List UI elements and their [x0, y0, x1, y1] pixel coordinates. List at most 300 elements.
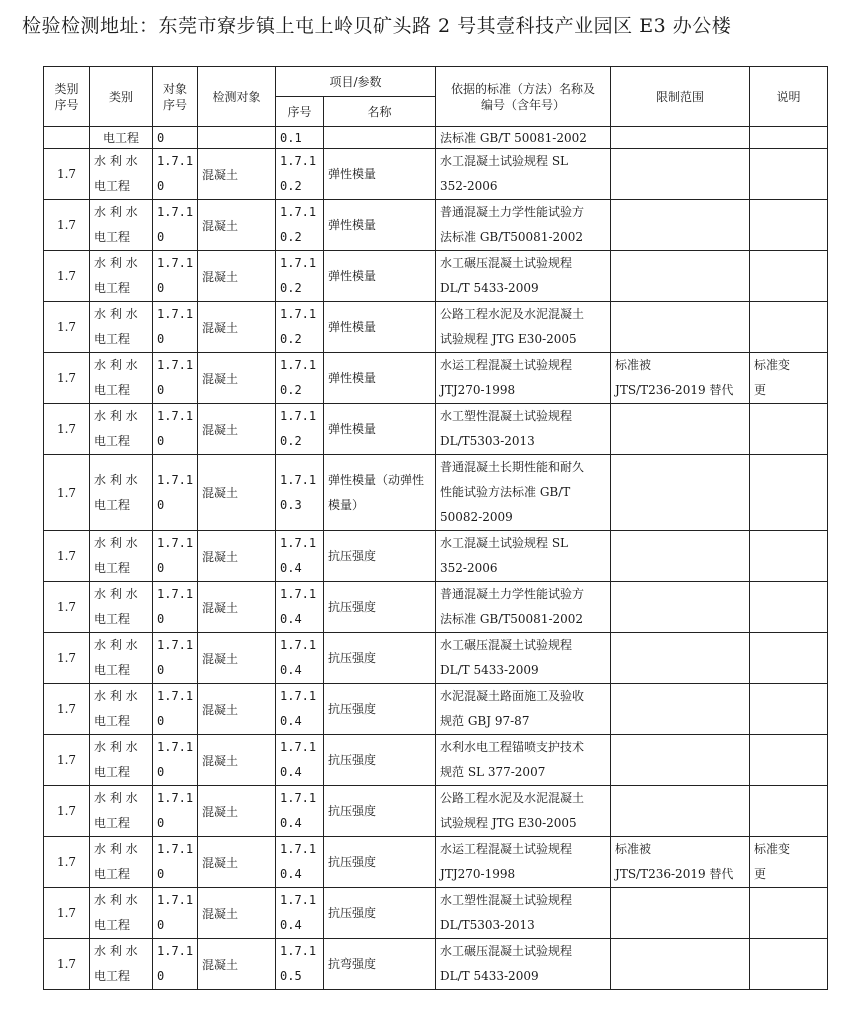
cell-object: 混凝土 — [198, 582, 276, 633]
cell-item-name — [324, 939, 436, 990]
cell-category-no: 1.7 — [44, 582, 90, 633]
cell-item-name — [324, 735, 436, 786]
cell-item-no-line: 1.7.1 — [280, 536, 317, 550]
cell-object-no-line: 1.7.1 — [157, 256, 194, 270]
table-row — [44, 888, 828, 939]
cell-category-line: 水 利 水 — [94, 791, 138, 805]
table-row — [44, 302, 828, 353]
cell-object: 混凝土 — [198, 251, 276, 302]
cell-item-name — [324, 837, 436, 888]
cell-item-name — [324, 633, 436, 684]
cell-category-line: 电工程 — [94, 867, 131, 881]
cell-item-no-line: 1.7.1 — [280, 638, 317, 652]
cell-note-line: 更 — [754, 383, 767, 397]
table-row — [44, 582, 828, 633]
cell-limit — [611, 633, 750, 684]
cell-object-no-line: 0 — [157, 612, 165, 626]
cell-limit-line: JTS/T236-2019 替代 — [615, 867, 734, 881]
cell-item-no-line: 0.2 — [280, 230, 302, 244]
cell-category-no: 1.7 — [44, 404, 90, 455]
table-row — [44, 353, 828, 404]
cell-category — [90, 404, 153, 455]
cell-note — [750, 888, 828, 939]
cell-standard-line: 50082-2009 — [440, 510, 513, 524]
cell-category-line: 水 利 水 — [94, 842, 138, 856]
cell-object-no-line: 1.7.1 — [157, 944, 194, 958]
cell-category — [90, 455, 153, 531]
cell-standard-line: 352-2006 — [440, 179, 498, 193]
cell-standard-line: 公路工程水泥及水泥混凝土 — [440, 791, 585, 805]
table-row — [44, 251, 828, 302]
cell-item-name-line: 抗压强度 — [328, 548, 377, 563]
cell-limit — [611, 251, 750, 302]
cell-object-no-line: 1.7.1 — [157, 154, 194, 168]
table-row — [44, 149, 828, 200]
cell-category-line: 电工程 — [94, 765, 131, 779]
cell-category-line: 水 利 水 — [94, 409, 138, 423]
cell-category-line: 电工程 — [94, 332, 131, 346]
cell-object: 混凝土 — [198, 531, 276, 582]
cell-standard-line: 法标准 GB/T50081-2002 — [440, 230, 584, 244]
cell-item-no — [276, 251, 324, 302]
cell-standard-line: 水工混凝土试验规程 SL — [440, 536, 569, 550]
cell-limit — [611, 786, 750, 837]
cell-item-name-line: 抗压强度 — [328, 701, 377, 716]
cell-standard — [436, 302, 611, 353]
cell-category-no: 1.7 — [44, 200, 90, 251]
cell-object-no-line: 0 — [157, 281, 165, 295]
cell-item-no-line: 0.4 — [280, 663, 302, 677]
cell-category-line: 水 利 水 — [94, 358, 138, 372]
table-row — [44, 939, 828, 990]
col-header-limit: 限制范围 — [611, 67, 750, 127]
cell-item-no-line: 1.7.1 — [280, 842, 317, 856]
col-header-category: 类别 — [90, 67, 153, 127]
cell-category — [90, 633, 153, 684]
cell-object-no — [153, 684, 198, 735]
cell-note — [750, 939, 828, 990]
cell-category-line: 电工程 — [94, 969, 131, 983]
cell-item-name-line: 抗弯强度 — [328, 956, 377, 971]
cell-limit — [611, 684, 750, 735]
cell-object-no-line: 0 — [157, 497, 165, 512]
cell-standard-line: 水工碾压混凝土试验规程 — [440, 256, 573, 270]
cell-object-no — [153, 837, 198, 888]
cell-item-name — [324, 531, 436, 582]
cell-limit — [611, 455, 750, 531]
cell-object-no-line: 0 — [157, 561, 165, 575]
cell-object-no-line: 0 — [157, 230, 165, 244]
cell-item-no-line: 1.7.1 — [280, 791, 317, 805]
cell-object-no — [153, 251, 198, 302]
cell-standard — [436, 735, 611, 786]
cell-category-no: 1.7 — [44, 939, 90, 990]
cell-category-line: 水 利 水 — [94, 154, 138, 168]
cell-note — [750, 455, 828, 531]
cell-item-no-line: 1.7.1 — [280, 256, 317, 270]
cell-object-no-line: 1.7.1 — [157, 205, 194, 219]
cell-limit — [611, 127, 750, 149]
cell-standard-line: 水工碾压混凝土试验规程 — [440, 944, 573, 958]
cell-limit — [611, 302, 750, 353]
cell-note — [750, 531, 828, 582]
cell-object: 混凝土 — [198, 735, 276, 786]
cell-object-no — [153, 455, 198, 531]
cell-category-line: 电工程 — [94, 281, 131, 295]
cell-object-no — [153, 582, 198, 633]
cell-item-no-line: 1.7.1 — [280, 307, 317, 321]
cell-standard — [436, 888, 611, 939]
cell-object: 混凝土 — [198, 302, 276, 353]
cell-item-name-line: 弹性模量 — [328, 166, 377, 181]
cell-object-no-line: 0 — [157, 383, 165, 397]
cell-category-no: 1.7 — [44, 251, 90, 302]
cell-object-no-line: 0 — [157, 969, 165, 983]
cell-item-no-line: 1.7.1 — [280, 944, 317, 958]
cell-item-no — [276, 149, 324, 200]
cell-object: 混凝土 — [198, 888, 276, 939]
cell-standard — [436, 455, 611, 531]
cell-object-no-line: 1.7.1 — [157, 587, 194, 601]
cell-category-line: 水 利 水 — [94, 472, 138, 487]
cell-item-no-line: 0.4 — [280, 714, 302, 728]
cell-limit — [611, 735, 750, 786]
cell-category-no: 1.7 — [44, 149, 90, 200]
col-header-note: 说明 — [750, 67, 828, 127]
cell-note — [750, 127, 828, 149]
cell-standard — [436, 200, 611, 251]
cell-object-no-line: 1.7.1 — [157, 358, 194, 372]
cell-object: 混凝土 — [198, 404, 276, 455]
cell-object-no — [153, 888, 198, 939]
cell-note — [750, 633, 828, 684]
cell-object-no — [153, 353, 198, 404]
cell-object: 混凝土 — [198, 786, 276, 837]
cell-item-name-line: 模量） — [328, 497, 365, 512]
cell-item-name-line: 抗压强度 — [328, 650, 377, 665]
cell-standard — [436, 939, 611, 990]
cell-standard-line: JTJ270-1998 — [440, 867, 516, 881]
cell-item-name-line: 抗压强度 — [328, 752, 377, 767]
cell-item-no — [276, 633, 324, 684]
cell-limit — [611, 837, 750, 888]
cell-object-no-line: 1.7.1 — [157, 638, 194, 652]
table-row — [44, 404, 828, 455]
cell-category — [90, 149, 153, 200]
cell-category-line: 电工程 — [94, 714, 131, 728]
cell-note — [750, 353, 828, 404]
cell-category-line: 电工程 — [94, 434, 131, 448]
cell-category-line: 电工程 — [94, 663, 131, 677]
cell-item-name — [324, 149, 436, 200]
cell-item-name-line: 弹性模量 — [328, 421, 377, 436]
cell-standard-line: 水工混凝土试验规程 SL — [440, 154, 569, 168]
cell-item-no-line: 0.4 — [280, 867, 302, 881]
cell-limit — [611, 939, 750, 990]
cell-object-no — [153, 302, 198, 353]
cell-standard-line: DL/T5303-2013 — [440, 434, 535, 448]
cell-category-no: 1.7 — [44, 735, 90, 786]
cell-object: 混凝土 — [198, 149, 276, 200]
cell-item-name-line: 抗压强度 — [328, 905, 377, 920]
cell-category: 电工程 — [90, 127, 153, 149]
cell-limit-line: 标准被 — [615, 358, 652, 372]
cell-object-no-line: 1.7.1 — [157, 791, 194, 805]
cell-note-line: 标准变 — [754, 358, 791, 372]
cell-item-no — [276, 200, 324, 251]
cell-standard-line: DL/T 5433-2009 — [440, 663, 539, 677]
cell-object-no-line: 1.7.1 — [157, 689, 194, 703]
cell-standard-line: 普通混凝土长期性能和耐久 — [440, 460, 585, 474]
cell-object-no-line: 1.7.1 — [157, 536, 194, 550]
cell-item-name — [324, 455, 436, 531]
cell-item-name-line: 抗压强度 — [328, 599, 377, 614]
cell-object: 混凝土 — [198, 353, 276, 404]
cell-standard-line: JTJ270-1998 — [440, 383, 516, 397]
cell-category-no: 1.7 — [44, 837, 90, 888]
cell-object-no — [153, 633, 198, 684]
cell-standard-line: 规范 SL 377-2007 — [440, 765, 546, 779]
cell-item-no-line: 1.7.1 — [280, 689, 317, 703]
cell-category-no: 1.7 — [44, 302, 90, 353]
cell-category-no — [44, 127, 90, 149]
cell-category-no: 1.7 — [44, 353, 90, 404]
cell-standard-line: 水运工程混凝土试验规程 — [440, 842, 573, 856]
cell-category — [90, 200, 153, 251]
cell-item-name — [324, 582, 436, 633]
table-row — [44, 786, 828, 837]
cell-item-no-line: 1.7.1 — [280, 154, 317, 168]
cell-category — [90, 939, 153, 990]
cell-category — [90, 302, 153, 353]
cell-category — [90, 888, 153, 939]
cell-object-no-line: 0 — [157, 179, 165, 193]
cell-item-name-line: 弹性模量 — [328, 319, 377, 334]
cell-category-line: 电工程 — [94, 497, 131, 512]
cell-item-no — [276, 684, 324, 735]
cell-object-no-line: 1.7.1 — [157, 740, 194, 754]
cell-limit — [611, 353, 750, 404]
cell-standard — [436, 837, 611, 888]
cell-object-no — [153, 149, 198, 200]
cell-category — [90, 837, 153, 888]
cell-standard — [436, 404, 611, 455]
cell-item-no — [276, 939, 324, 990]
cell-object-no-line: 0 — [157, 714, 165, 728]
cell-limit — [611, 888, 750, 939]
cell-note — [750, 582, 828, 633]
cell-category-line: 水 利 水 — [94, 944, 138, 958]
cell-category — [90, 531, 153, 582]
cell-note-line: 标准变 — [754, 842, 791, 856]
cell-item-no-line: 0.2 — [280, 434, 302, 448]
cell-item-name-line: 弹性模量 — [328, 268, 377, 283]
cell-category-line: 电工程 — [94, 918, 131, 932]
cell-standard — [436, 531, 611, 582]
cell-item-no — [276, 837, 324, 888]
col-header-object: 检测对象 — [198, 67, 276, 127]
cell-category-line: 电工程 — [94, 816, 131, 830]
cell-category-line: 水 利 水 — [94, 256, 138, 270]
page-title: 检验检测地址：东莞市寮步镇上屯上岭贝矿头路 2 号其壹科技产业园区 E3 办公楼 — [22, 15, 732, 37]
cell-item-no: 0.1 — [276, 127, 324, 149]
cell-item-no-line: 0.3 — [280, 497, 302, 512]
cell-category-no: 1.7 — [44, 633, 90, 684]
cell-category-no: 1.7 — [44, 888, 90, 939]
cell-limit — [611, 200, 750, 251]
cell-limit — [611, 582, 750, 633]
cell-standard-line: 法标准 GB/T50081-2002 — [440, 612, 584, 626]
cell-item-name — [324, 888, 436, 939]
cell-item-name — [324, 251, 436, 302]
cell-standard-line: 水利水电工程锚喷支护技术 — [440, 740, 585, 754]
cell-object-no-line: 1.7.1 — [157, 893, 194, 907]
cell-object-no-line: 1.7.1 — [157, 842, 194, 856]
cell-object-no-line: 0 — [157, 918, 165, 932]
cell-standard-line: 规范 GBJ 97-87 — [440, 714, 530, 728]
table-row — [44, 531, 828, 582]
cell-item-name — [324, 786, 436, 837]
cell-item-name-line: 弹性模量（动弹性 — [328, 472, 425, 487]
cell-category-line: 水 利 水 — [94, 638, 138, 652]
table-row — [44, 633, 828, 684]
cell-note — [750, 837, 828, 888]
cell-item-no — [276, 302, 324, 353]
cell-category-line: 电工程 — [94, 179, 131, 193]
cell-standard — [436, 684, 611, 735]
cell-category-line: 电工程 — [94, 383, 131, 397]
table-row — [44, 455, 828, 531]
cell-note — [750, 684, 828, 735]
cell-item-no-line: 0.2 — [280, 383, 302, 397]
cell-item-no-line: 1.7.1 — [280, 893, 317, 907]
cell-standard-line: DL/T 5433-2009 — [440, 281, 539, 295]
cell-category-line: 电工程 — [94, 561, 131, 575]
cell-item-no — [276, 735, 324, 786]
cell-item-no-line: 1.7.1 — [280, 205, 317, 219]
cell-item-no-line: 0.4 — [280, 816, 302, 830]
cell-note — [750, 149, 828, 200]
col-header-standard: 依据的标准（方法）名称及 编号（含年号） — [436, 67, 611, 127]
cell-item-name — [324, 127, 436, 149]
standards-table — [43, 66, 828, 990]
cell-object-no-line: 0 — [157, 765, 165, 779]
cell-object-no-line: 0 — [157, 816, 165, 830]
cell-item-no — [276, 455, 324, 531]
cell-category — [90, 353, 153, 404]
cell-item-no-line: 0.2 — [280, 179, 302, 193]
cell-item-no-line: 1.7.1 — [280, 472, 317, 487]
cell-object: 混凝土 — [198, 939, 276, 990]
cell-item-name — [324, 684, 436, 735]
cell-object-no — [153, 735, 198, 786]
cell-standard-line: 普通混凝土力学性能试验方 — [440, 587, 585, 601]
cell-standard-line: 水工塑性混凝土试验规程 — [440, 893, 573, 907]
cell-category-line: 水 利 水 — [94, 893, 138, 907]
cell-standard-line: DL/T5303-2013 — [440, 918, 535, 932]
cell-standard-line: 水泥混凝土路面施工及验收 — [440, 689, 585, 703]
cell-category-no: 1.7 — [44, 531, 90, 582]
cell-object-no-line: 1.7.1 — [157, 409, 194, 423]
cell-standard-line: 性能试验方法标准 GB/T — [440, 485, 571, 499]
cell-limit-line: JTS/T236-2019 替代 — [615, 383, 734, 397]
cell-object: 混凝土 — [198, 684, 276, 735]
cell-item-no — [276, 582, 324, 633]
cell-standard — [436, 582, 611, 633]
table-row — [44, 735, 828, 786]
cell-standard — [436, 786, 611, 837]
cell-item-no — [276, 888, 324, 939]
cell-item-no-line: 0.4 — [280, 918, 302, 932]
cell-item-name-line: 弹性模量 — [328, 217, 377, 232]
cell-object-no — [153, 786, 198, 837]
cell-category-no: 1.7 — [44, 684, 90, 735]
cell-item-name — [324, 404, 436, 455]
cell-item-name-line: 抗压强度 — [328, 803, 377, 818]
cell-item-name — [324, 200, 436, 251]
cell-category-line: 水 利 水 — [94, 307, 138, 321]
cell-item-no — [276, 531, 324, 582]
cell-item-no-line: 1.7.1 — [280, 358, 317, 372]
cell-standard — [436, 353, 611, 404]
cell-standard-line: 公路工程水泥及水泥混凝土 — [440, 307, 585, 321]
cell-note — [750, 251, 828, 302]
cell-item-no-line: 0.4 — [280, 561, 302, 575]
cell-category — [90, 251, 153, 302]
col-header-object-no: 对象 序号 — [153, 67, 198, 127]
cell-standard-line: 试验规程 JTG E30-2005 — [440, 332, 577, 346]
cell-object-no-line: 0 — [157, 867, 165, 881]
cell-category-line: 电工程 — [94, 612, 131, 626]
col-header-category-no: 类别 序号 — [44, 67, 90, 127]
cell-note — [750, 200, 828, 251]
cell-standard: 法标准 GB/T 50081-2002 — [436, 127, 611, 149]
cell-object-no-line: 1.7.1 — [157, 307, 194, 321]
col-header-item-no: 序号 — [276, 97, 324, 127]
cell-item-name-line: 弹性模量 — [328, 370, 377, 385]
cell-object-no — [153, 939, 198, 990]
cell-object-no: 0 — [153, 127, 198, 149]
cell-object-no-line: 0 — [157, 332, 165, 346]
cell-object: 混凝土 — [198, 837, 276, 888]
cell-item-no-line: 0.2 — [280, 332, 302, 346]
cell-category-line: 水 利 水 — [94, 587, 138, 601]
cell-note — [750, 302, 828, 353]
cell-item-no — [276, 404, 324, 455]
cell-standard-line: 水运工程混凝土试验规程 — [440, 358, 573, 372]
cell-category-line: 水 利 水 — [94, 740, 138, 754]
table-row — [44, 837, 828, 888]
cell-category-no: 1.7 — [44, 455, 90, 531]
cell-standard — [436, 251, 611, 302]
cell-object: 混凝土 — [198, 200, 276, 251]
cell-object — [198, 127, 276, 149]
cell-category-line: 水 利 水 — [94, 536, 138, 550]
cell-item-no-line: 0.2 — [280, 281, 302, 295]
cell-object: 混凝土 — [198, 455, 276, 531]
cell-item-no — [276, 786, 324, 837]
col-header-item-name: 名称 — [324, 97, 436, 127]
cell-standard — [436, 633, 611, 684]
col-header-item-group: 项目/参数 — [276, 67, 436, 97]
cell-object-no-line: 0 — [157, 663, 165, 677]
cell-object: 混凝土 — [198, 633, 276, 684]
cell-standard-line: 普通混凝土力学性能试验方 — [440, 205, 585, 219]
table-row — [44, 684, 828, 735]
cell-category-line: 电工程 — [94, 230, 131, 244]
cell-limit — [611, 149, 750, 200]
cell-category-no: 1.7 — [44, 786, 90, 837]
